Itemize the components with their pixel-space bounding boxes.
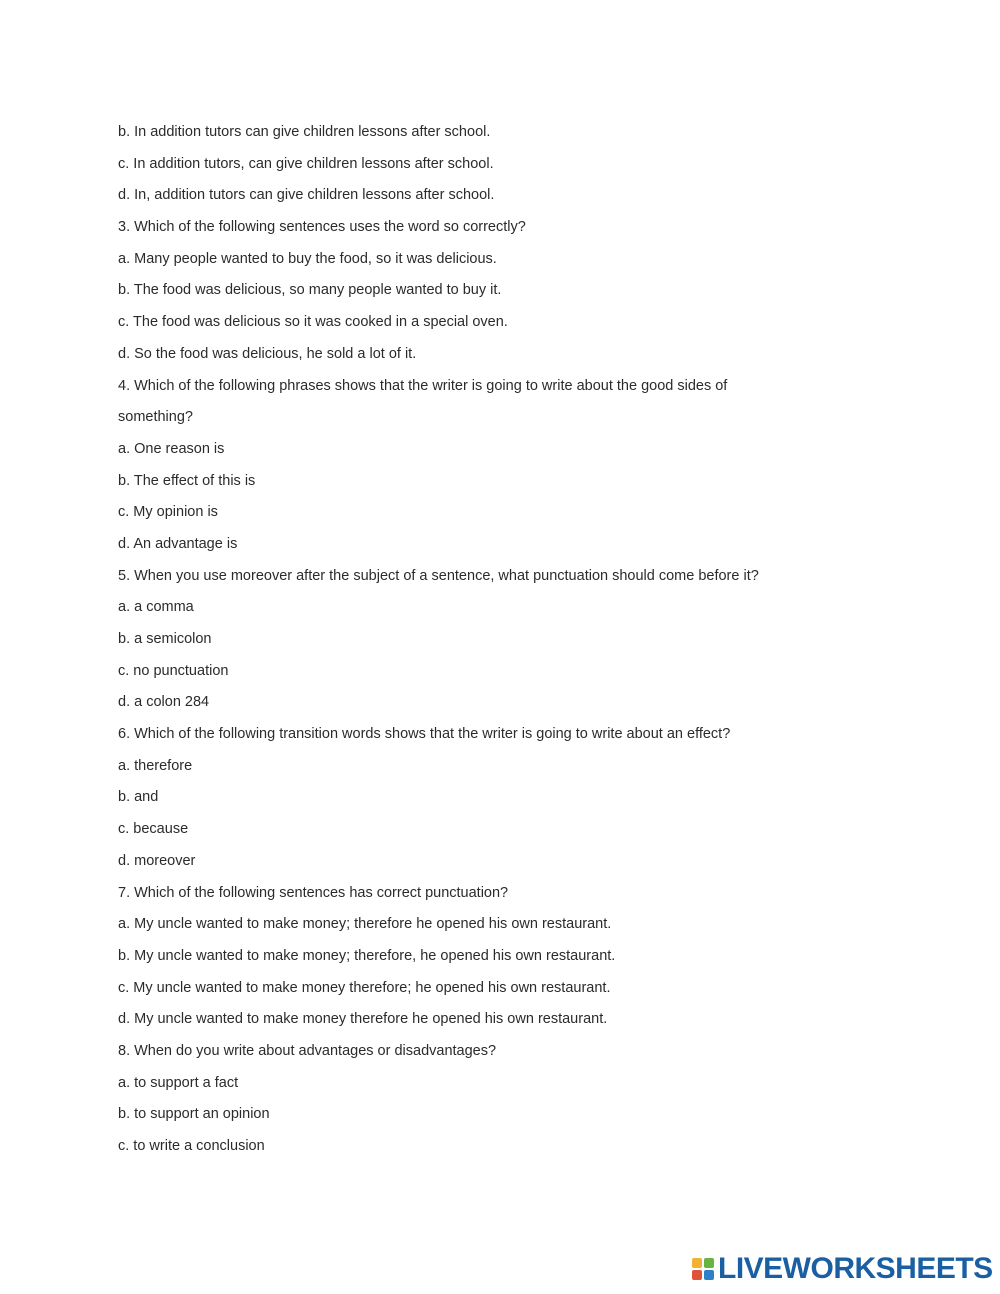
liveworksheets-logo bbox=[692, 1253, 993, 1285]
answer-option-b: b. to support an opinion bbox=[118, 1106, 270, 1123]
question-3: 3. Which of the following sentences uses the word so correctly? bbox=[118, 219, 526, 236]
answer-option-c: c. My uncle wanted to make money therefore; he opened his own restaurant. bbox=[118, 979, 611, 996]
question-8: 8. When do you write about advantages or disadvantages? bbox=[118, 1042, 497, 1059]
answer-option-a: a. to support a fact bbox=[118, 1074, 239, 1091]
answer-option-c: c. In addition tutors, can give children lessons after school. bbox=[118, 155, 494, 172]
brand-name: LIVEWORKSHEETS bbox=[718, 1252, 993, 1285]
answer-option-d: d. a colon 284 bbox=[118, 694, 210, 711]
liveworksheets-logo-icon bbox=[692, 1258, 714, 1280]
answer-option-b: b. The effect of this is bbox=[118, 472, 256, 489]
answer-option-a: a. a comma bbox=[118, 599, 194, 616]
answer-option-b: b. and bbox=[118, 789, 159, 806]
answer-option-d: d. moreover bbox=[118, 852, 196, 869]
question-7: 7. Which of the following sentences has correct punctuation? bbox=[118, 884, 509, 901]
answer-option-c: c. to write a conclusion bbox=[118, 1138, 265, 1154]
answer-option-c: c. no punctuation bbox=[118, 662, 229, 679]
answer-option-c: c. because bbox=[118, 821, 189, 838]
answer-option-d: d. In, addition tutors can give children lessons after school. bbox=[118, 187, 495, 204]
answer-option-d: d. So the food was delicious, he sold a lot of it. bbox=[118, 345, 417, 362]
answer-option-a: a. therefore bbox=[118, 757, 193, 774]
question-4: 4. Which of the following phrases shows that the writer is going to write about the good sides of bbox=[118, 377, 728, 394]
answer-option-d: d. An advantage is bbox=[118, 535, 238, 552]
answer-option-b: b. In addition tutors can give children lessons after school. bbox=[118, 124, 491, 140]
answer-option-a: a. My uncle wanted to make money; therefore he opened his own restaurant. bbox=[118, 916, 612, 933]
answer-option-a: a. One reason is bbox=[118, 440, 225, 457]
answer-option-a: a. Many people wanted to buy the food, so it was delicious. bbox=[118, 250, 497, 267]
answer-option-b: b. My uncle wanted to make money; therefore, he opened his own restaurant. bbox=[118, 947, 616, 964]
question-6: 6. Which of the following transition words shows that the writer is going to write about an effect? bbox=[118, 726, 731, 743]
answer-option-b: b. a semicolon bbox=[118, 631, 212, 647]
worksheet-text bbox=[118, 122, 878, 1168]
answer-option-c: c. My opinion is bbox=[118, 504, 218, 521]
answer-option-d: d. My uncle wanted to make money therefore he opened his own restaurant. bbox=[118, 1011, 608, 1028]
answer-option-b: b. The food was delicious, so many people wanted to buy it. bbox=[118, 282, 502, 299]
question-4-continued: something? bbox=[118, 409, 193, 426]
question-5: 5. When you use moreover after the subject of a sentence, what punctuation should come before it? bbox=[118, 567, 759, 584]
answer-option-c: c. The food was delicious so it was cooked in a special oven. bbox=[118, 314, 508, 331]
